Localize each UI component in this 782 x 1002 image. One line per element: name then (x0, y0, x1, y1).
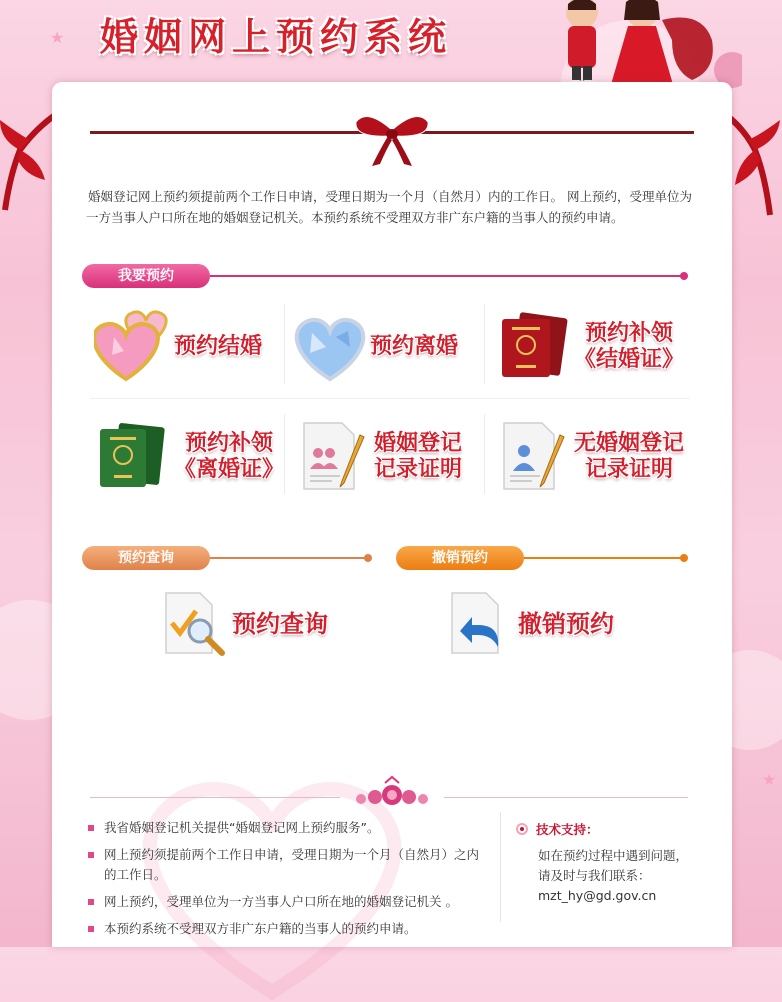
undo-document-icon (446, 589, 518, 659)
target-icon (516, 823, 528, 835)
service-label: 预约补领 《结婚证》 (574, 320, 685, 372)
section-header-cancel (396, 546, 690, 570)
flower-ornament-icon (345, 775, 440, 810)
section-dot (680, 272, 688, 280)
service-replace-divorce-certificate[interactable] (94, 414, 292, 498)
list-item: 网上预约须提前两个工作日申请，受理日期为一个月（自然月）之内的工作日。 (86, 845, 486, 885)
section-header-reserve (82, 264, 690, 288)
list-item: 本预约系统不受理双方非广东户籍的当事人的预约申请。 (86, 919, 486, 939)
service-label: 无婚姻登记 记录证明 (574, 430, 685, 482)
divorce-certificate-icon (94, 417, 174, 495)
service-divorce-appointment[interactable] (290, 304, 488, 388)
support-heading: 技术支持： (514, 820, 694, 840)
tech-support (514, 820, 694, 906)
bullet-icon (88, 825, 94, 831)
section-label: 预约查询 (82, 546, 210, 570)
bullet-icon (88, 899, 94, 905)
cancel-label: 撤销预约 (518, 609, 614, 638)
service-marriage-record-certificate[interactable] (294, 414, 492, 498)
search-document-icon (160, 589, 232, 659)
section-label: 撤销预约 (396, 546, 524, 570)
wedding-dolls-icon (542, 0, 742, 90)
star-icon: ★ (762, 770, 777, 789)
support-text: 如在预约过程中遇到问题，请及时与我们联系： (538, 848, 689, 883)
list-item: 网上预约，受理单位为一方当事人户口所在地的婚姻登记机关 。 (86, 892, 486, 912)
section-line (524, 557, 682, 559)
footer-divider (444, 797, 688, 798)
list-item: 我省婚姻登记机关提供“婚姻登记网上预约服务”。 (86, 818, 486, 838)
section-label: 我要预约 (82, 264, 210, 288)
query-appointment-button[interactable] (160, 588, 350, 660)
notice-list (86, 818, 486, 946)
support-email[interactable]: mzt_hy@gd.gov.cn (538, 888, 657, 903)
section-line (210, 557, 366, 559)
cancel-appointment-button[interactable] (446, 588, 636, 660)
person-document-icon (494, 417, 574, 495)
service-no-marriage-record-certificate[interactable] (494, 414, 692, 498)
intro-text: 婚姻登记网上预约须提前两个工作日申请，受理日期为一个月（自然月）内的工作日。 网上预约，受理单位为一方当事人户口所在地的婚姻登记机关。本预约系统不受理双方非广东户籍的当事人的预约申请。 (86, 189, 692, 225)
site-title: 婚姻网上预约系统 (100, 14, 453, 59)
section-line (210, 275, 682, 277)
footer-vertical-divider (500, 812, 501, 922)
service-label: 婚姻登记 记录证明 (374, 430, 463, 482)
marriage-certificate-icon (494, 307, 574, 385)
footer-divider (90, 797, 340, 798)
section-dot (680, 554, 688, 562)
blue-heart-icon (290, 307, 370, 385)
header-banner (0, 0, 782, 80)
star-icon: ★ (50, 28, 65, 47)
query-label: 预约查询 (232, 609, 328, 638)
gold-hearts-icon (94, 307, 174, 385)
service-label: 预约结婚 (174, 333, 263, 359)
bullet-icon (88, 926, 94, 932)
tile-divider (90, 398, 690, 399)
service-label: 预约补领 《离婚证》 (174, 430, 285, 482)
service-replace-marriage-certificate[interactable] (494, 304, 692, 388)
couple-document-icon (294, 417, 374, 495)
section-dot (364, 554, 372, 562)
section-header-query (82, 546, 374, 570)
bullet-icon (88, 852, 94, 858)
service-marriage-appointment[interactable] (94, 304, 292, 388)
service-label: 预约离婚 (370, 333, 459, 359)
bow-icon (352, 108, 432, 168)
